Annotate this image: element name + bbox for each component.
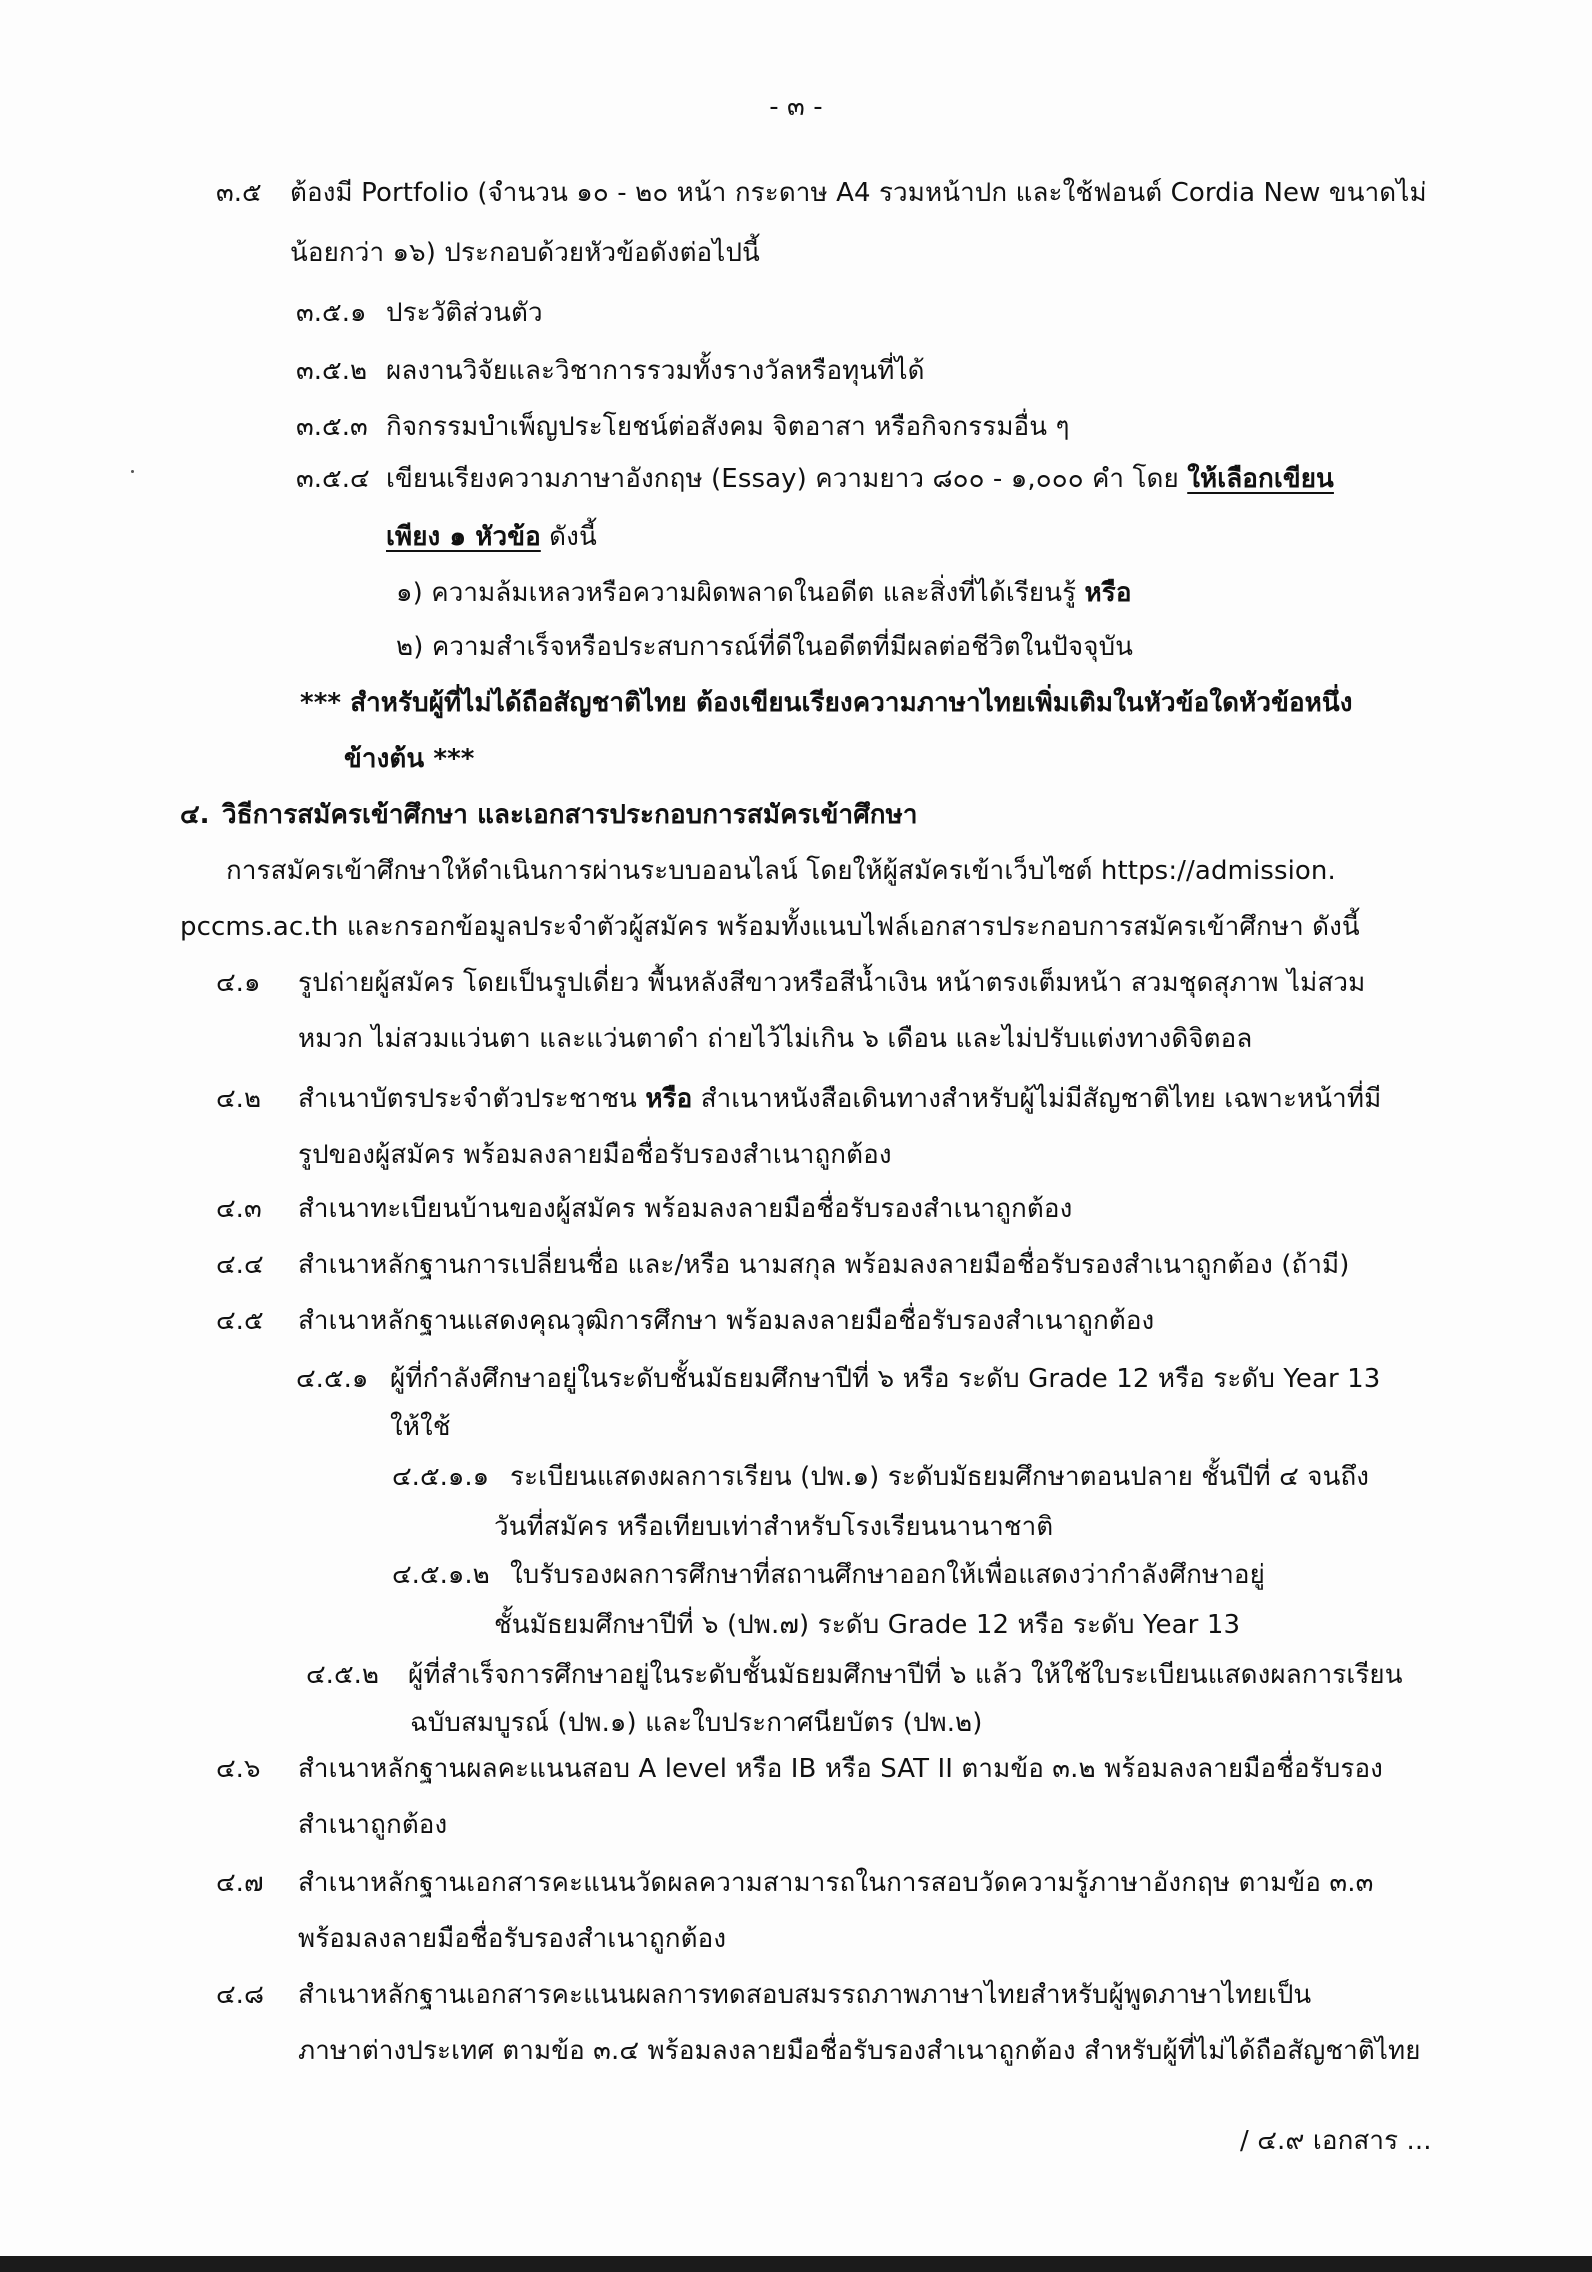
item-4-5-2-line2: ฉบับสมบูรณ์ (ปพ.๑) และใบประกาศนียบัตร (ปพ.๒) xyxy=(410,1708,983,1738)
section-number-4: ๔. xyxy=(180,800,210,830)
item-number-4-6: ๔.๖ xyxy=(216,1754,261,1784)
scan-speck xyxy=(131,470,134,473)
item-number-4-4: ๔.๔ xyxy=(216,1250,264,1280)
item-number-3-5-4: ๓.๕.๔ xyxy=(296,464,370,494)
item-4-5-2-line1: ผู้ที่สำเร็จการศึกษาอยู่ในระดับชั้นมัธยมศึกษาปีที่ ๖ แล้ว ให้ใช้ใบระเบียนแสดงผลการเรียน xyxy=(408,1660,1403,1690)
item-3-5-line2: น้อยกว่า ๑๖) ประกอบด้วยหัวข้อดังต่อไปนี้ xyxy=(290,238,760,268)
item-number-3-5-2: ๓.๕.๒ xyxy=(296,356,368,386)
item-4-6-line1: สำเนาหลักฐานผลคะแนนสอบ A level หรือ IB หรือ SAT II ตามข้อ ๓.๒ พร้อมลงลายมือชื่อรับรอง xyxy=(298,1754,1383,1784)
item-3-5-4-line2-text: ดังนี้ xyxy=(540,522,597,552)
essay-option-1-text: ๑) ความล้มเหลวหรือความผิดพลาดในอดีต และสิ่งที่ได้เรียนรู้ xyxy=(396,578,1085,608)
item-number-4-5: ๔.๕ xyxy=(216,1306,264,1336)
item-3-5-3-text: กิจกรรมบำเพ็ญประโยชน์ต่อสังคม จิตอาสา หรือกิจกรรมอื่น ๆ xyxy=(386,412,1070,442)
item-4-8-line2: ภาษาต่างประเทศ ตามข้อ ๓.๔ พร้อมลงลายมือชื่อรับรองสำเนาถูกต้อง สำหรับผู้ที่ไม่ได้ถือสัญชาติไทย xyxy=(298,2036,1421,2066)
item-number-4-2: ๔.๒ xyxy=(216,1084,262,1114)
item-4-6-line2: สำเนาถูกต้อง xyxy=(298,1810,448,1840)
item-number-4-8: ๔.๘ xyxy=(216,1980,265,2010)
item-number-4-1: ๔.๑ xyxy=(216,968,261,998)
item-4-2-line1-a: สำเนาบัตรประจำตัวประชาชน xyxy=(298,1084,646,1114)
item-4-2-or: หรือ xyxy=(645,1084,693,1114)
note-line1: *** สำหรับผู้ที่ไม่ได้ถือสัญชาติไทย ต้องเขียนเรียงความภาษาไทยเพิ่มเติมในหัวข้อใดหัวข้อหนึ่ง xyxy=(300,688,1353,718)
page-number: - ๓ - xyxy=(769,92,823,122)
item-3-5-4-line1-text: เขียนเรียงความภาษาอังกฤษ (Essay) ความยาว ๘๐๐ - ๑,๐๐๐ คำ โดย xyxy=(386,464,1188,494)
note-line2: ข้างต้น *** xyxy=(344,744,475,774)
item-4-5-1-2-line2: ชั้นมัธยมศึกษาปีที่ ๖ (ปพ.๗) ระดับ Grade 12 หรือ ระดับ Year 13 xyxy=(494,1610,1241,1640)
section-4-intro-line1: การสมัครเข้าศึกษาให้ดำเนินการผ่านระบบออนไลน์ โดยให้ผู้สมัครเข้าเว็บไซต์ https://admission. xyxy=(226,856,1336,886)
essay-option-1 xyxy=(396,576,1132,610)
item-4-2-line1-b: สำเนาหนังสือเดินทางสำหรับผู้ไม่มีสัญชาติไทย เฉพาะหน้าที่มี xyxy=(692,1084,1382,1114)
item-number-4-5-1: ๔.๕.๑ xyxy=(296,1364,369,1394)
item-4-8-line1: สำเนาหลักฐานเอกสารคะแนนผลการทดสอบสมรรถภาพภาษาไทยสำหรับผู้พูดภาษาไทยเป็น xyxy=(298,1980,1312,2010)
item-4-5-1-line1: ผู้ที่กำลังศึกษาอยู่ในระดับชั้นมัธยมศึกษาปีที่ ๖ หรือ ระดับ Grade 12 หรือ ระดับ Year 13 xyxy=(390,1364,1381,1394)
item-3-5-4-line2 xyxy=(386,520,597,554)
item-3-5-4-emphasis: ให้เลือกเขียน xyxy=(1187,464,1334,494)
item-4-5-1-1-line2: วันที่สมัคร หรือเทียบเท่าสำหรับโรงเรียนนานาชาติ xyxy=(494,1512,1054,1542)
continuation-note: / ๔.๙ เอกสาร ... xyxy=(1240,2126,1432,2156)
item-3-5-2-text: ผลงานวิจัยและวิชาการรวมทั้งรางวัลหรือทุนที่ได้ xyxy=(386,356,925,386)
essay-option-2: ๒) ความสำเร็จหรือประสบการณ์ที่ดีในอดีตที่มีผลต่อชีวิตในปัจจุบัน xyxy=(396,632,1134,662)
item-3-5-1-text: ประวัติส่วนตัว xyxy=(386,298,543,328)
item-4-5-text: สำเนาหลักฐานแสดงคุณวุฒิการศึกษา พร้อมลงลายมือชื่อรับรองสำเนาถูกต้อง xyxy=(298,1306,1155,1336)
item-4-5-1-1-line1: ระเบียนแสดงผลการเรียน (ปพ.๑) ระดับมัธยมศึกษาตอนปลาย ชั้นปีที่ ๔ จนถึง xyxy=(510,1462,1370,1492)
item-number-3-5-1: ๓.๕.๑ xyxy=(296,298,367,328)
item-4-7-line2: พร้อมลงลายมือชื่อรับรองสำเนาถูกต้อง xyxy=(298,1924,727,1954)
item-4-1-line1: รูปถ่ายผู้สมัคร โดยเป็นรูปเดี่ยว พื้นหลังสีขาวหรือสีน้ำเงิน หน้าตรงเต็มหน้า สวมชุดสุภาพ ไม่สวม xyxy=(298,968,1366,998)
item-4-3-text: สำเนาทะเบียนบ้านของผู้สมัคร พร้อมลงลายมือชื่อรับรองสำเนาถูกต้อง xyxy=(298,1194,1073,1224)
item-number-4-3: ๔.๓ xyxy=(216,1194,262,1224)
item-3-5-line1: ต้องมี Portfolio (จำนวน ๑๐ - ๒๐ หน้า กระดาษ A4 รวมหน้าปก และใช้ฟอนต์ Cordia New ขนาดไม่ xyxy=(290,178,1427,208)
item-number-3-5-3: ๓.๕.๓ xyxy=(296,412,368,442)
item-number-4-7: ๔.๗ xyxy=(216,1868,264,1898)
item-4-5-1-line2: ให้ใช้ xyxy=(390,1412,451,1442)
item-4-5-1-2-line1: ใบรับรองผลการศึกษาที่สถานศึกษาออกให้เพื่อแสดงว่ากำลังศึกษาอยู่ xyxy=(510,1560,1265,1590)
section-4-title: วิธีการสมัครเข้าศึกษา และเอกสารประกอบการสมัครเข้าศึกษา xyxy=(222,800,918,830)
section-4-intro-line2: pccms.ac.th และกรอกข้อมูลประจำตัวผู้สมัคร พร้อมทั้งแนบไฟล์เอกสารประกอบการสมัครเข้าศึกษา ดังนี้ xyxy=(180,912,1360,942)
item-4-4-text: สำเนาหลักฐานการเปลี่ยนชื่อ และ/หรือ นามสกุล พร้อมลงลายมือชื่อรับรองสำเนาถูกต้อง (ถ้ามี) xyxy=(298,1250,1350,1280)
item-3-5-4-emphasis-2: เพียง ๑ หัวข้อ xyxy=(386,522,541,552)
essay-option-1-or: หรือ xyxy=(1084,578,1132,608)
item-3-5-4-line1 xyxy=(386,462,1334,496)
item-number-4-5-1-1: ๔.๕.๑.๑ xyxy=(392,1462,490,1492)
item-number-4-5-2: ๔.๕.๒ xyxy=(306,1660,380,1690)
scan-edge-bar xyxy=(0,2256,1592,2272)
item-number-3-5: ๓.๕ xyxy=(216,178,262,208)
item-4-7-line1: สำเนาหลักฐานเอกสารคะแนนวัดผลความสามารถในการสอบวัดความรู้ภาษาอังกฤษ ตามข้อ ๓.๓ xyxy=(298,1868,1374,1898)
item-4-1-line2: หมวก ไม่สวมแว่นตา และแว่นตาดำ ถ่ายไว้ไม่เกิน ๖ เดือน และไม่ปรับแต่งทางดิจิตอล xyxy=(298,1024,1253,1054)
item-number-4-5-1-2: ๔.๕.๑.๒ xyxy=(392,1560,490,1590)
item-4-2-line1 xyxy=(298,1082,1381,1116)
item-4-2-line2: รูปของผู้สมัคร พร้อมลงลายมือชื่อรับรองสำเนาถูกต้อง xyxy=(298,1140,892,1170)
